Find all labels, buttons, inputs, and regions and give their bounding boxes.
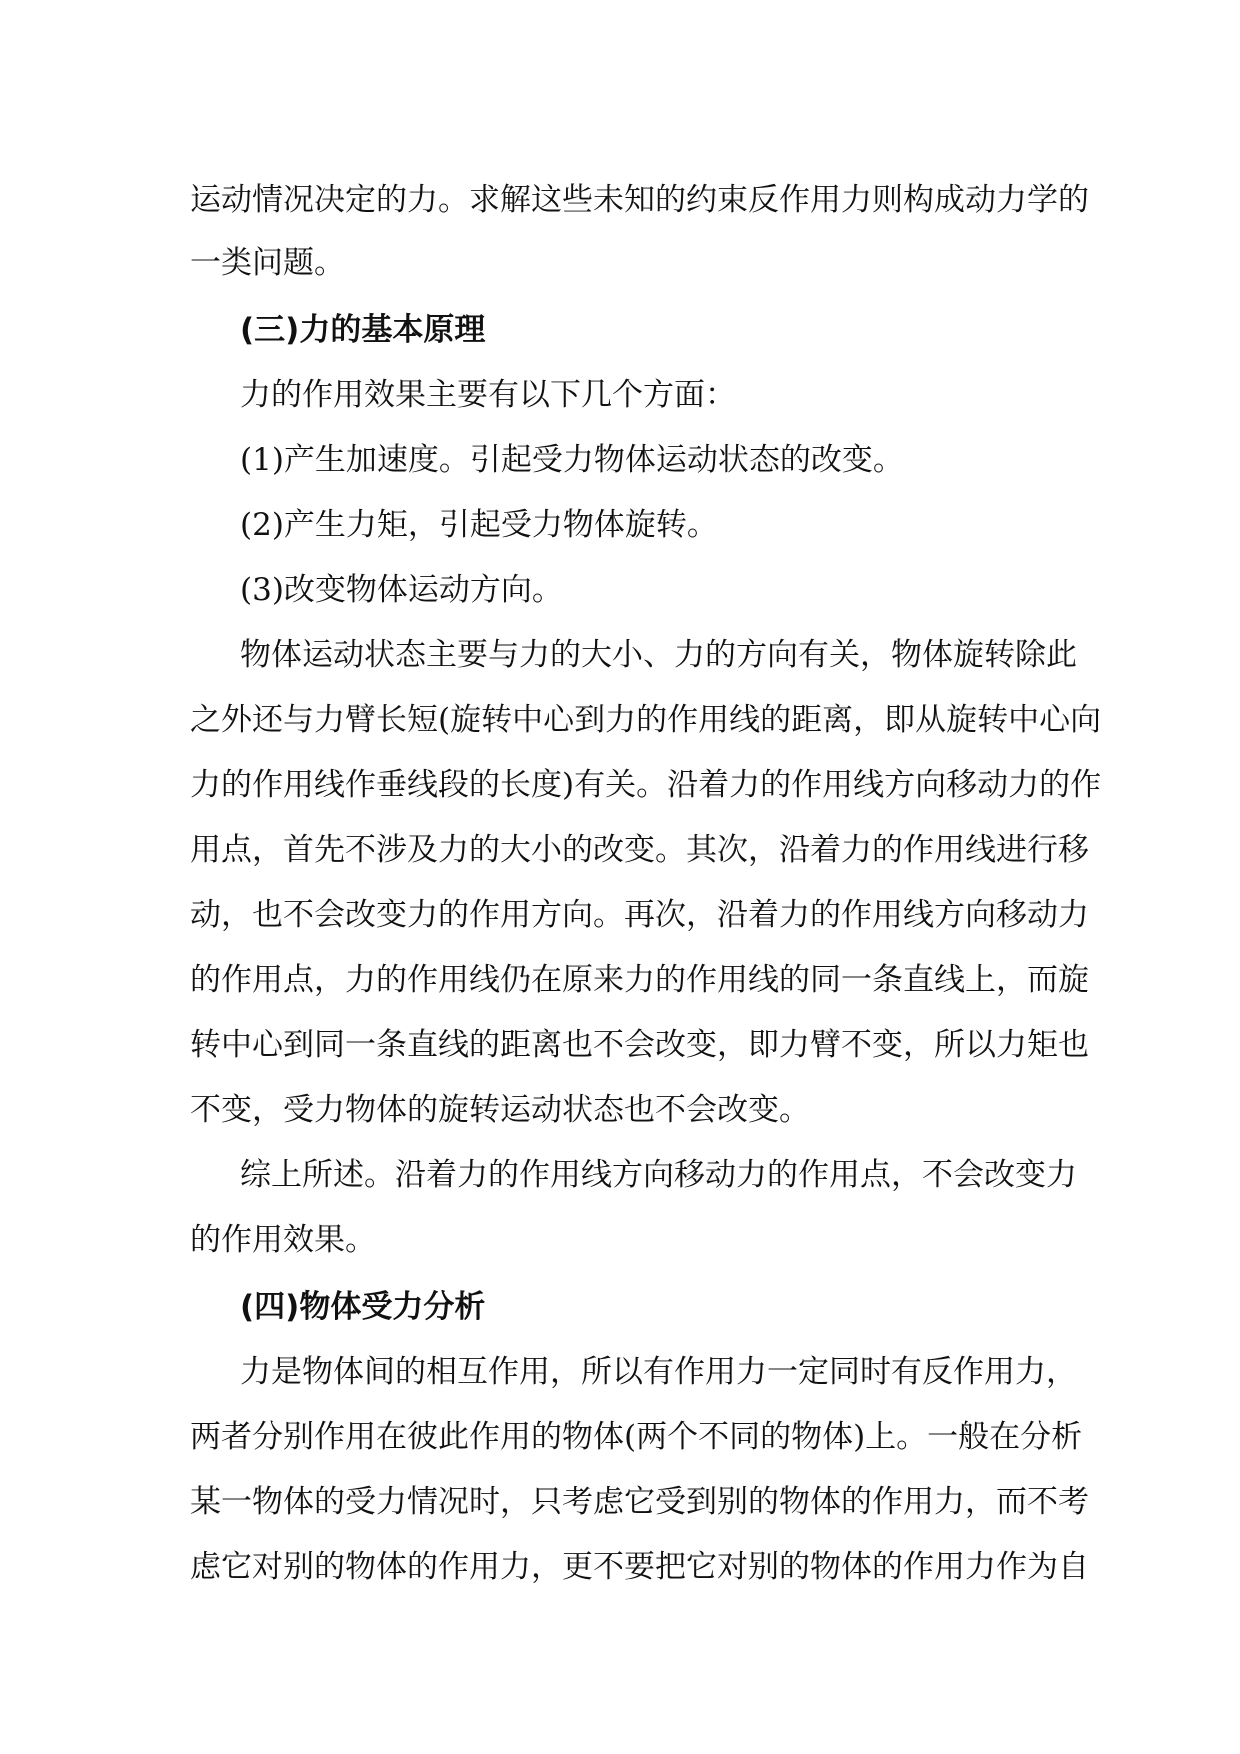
text-line: 运动情况决定的力。求解这些未知的约束反作用力则构成动力学的: [190, 182, 1089, 218]
list-item: (2)产生力矩，引起受力物体旋转。: [240, 507, 718, 543]
list-item: (1)产生加速度。引起受力物体运动状态的改变。: [240, 442, 904, 478]
text-line: 的作用点，力的作用线仍在原来力的作用线的同一条直线上，而旋: [190, 962, 1089, 998]
text-line: 的作用效果。: [190, 1222, 376, 1258]
text-line: 某一物体的受力情况时，只考虑它受到别的物体的作用力，而不考: [190, 1484, 1089, 1520]
text-line: 一类问题。: [190, 245, 345, 281]
text-line: 力的作用线作垂线段的长度)有关。沿着力的作用线方向移动力的作: [190, 767, 1102, 803]
text-line: 两者分别作用在彼此作用的物体(两个不同的物体)上。一般在分析: [190, 1419, 1083, 1455]
text-line: 力的作用效果主要有以下几个方面：: [240, 377, 736, 413]
section-heading: (四)物体受力分析: [240, 1289, 486, 1325]
text-line: 力是物体间的相互作用，所以有作用力一定同时有反作用力，: [240, 1354, 1077, 1390]
text-line: 综上所述。沿着力的作用线方向移动力的作用点，不会改变力: [240, 1157, 1077, 1193]
text-line: 虑它对别的物体的作用力，更不要把它对别的物体的作用力作为自: [190, 1549, 1089, 1585]
text-line: 不变，受力物体的旋转运动状态也不会改变。: [190, 1092, 810, 1128]
text-line: 之外还与力臂长短(旋转中心到力的作用线的距离，即从旋转中心向: [190, 702, 1102, 738]
text-line: 物体运动状态主要与力的大小、力的方向有关，物体旋转除此: [240, 637, 1077, 673]
text-line: 转中心到同一条直线的距离也不会改变，即力臂不变，所以力矩也: [190, 1027, 1089, 1063]
text-line: 动，也不会改变力的作用方向。再次，沿着力的作用线方向移动力: [190, 897, 1089, 933]
text-line: 用点，首先不涉及力的大小的改变。其次，沿着力的作用线进行移: [190, 832, 1089, 868]
list-item: (3)改变物体运动方向。: [240, 572, 563, 608]
section-heading: (三)力的基本原理: [240, 312, 486, 348]
